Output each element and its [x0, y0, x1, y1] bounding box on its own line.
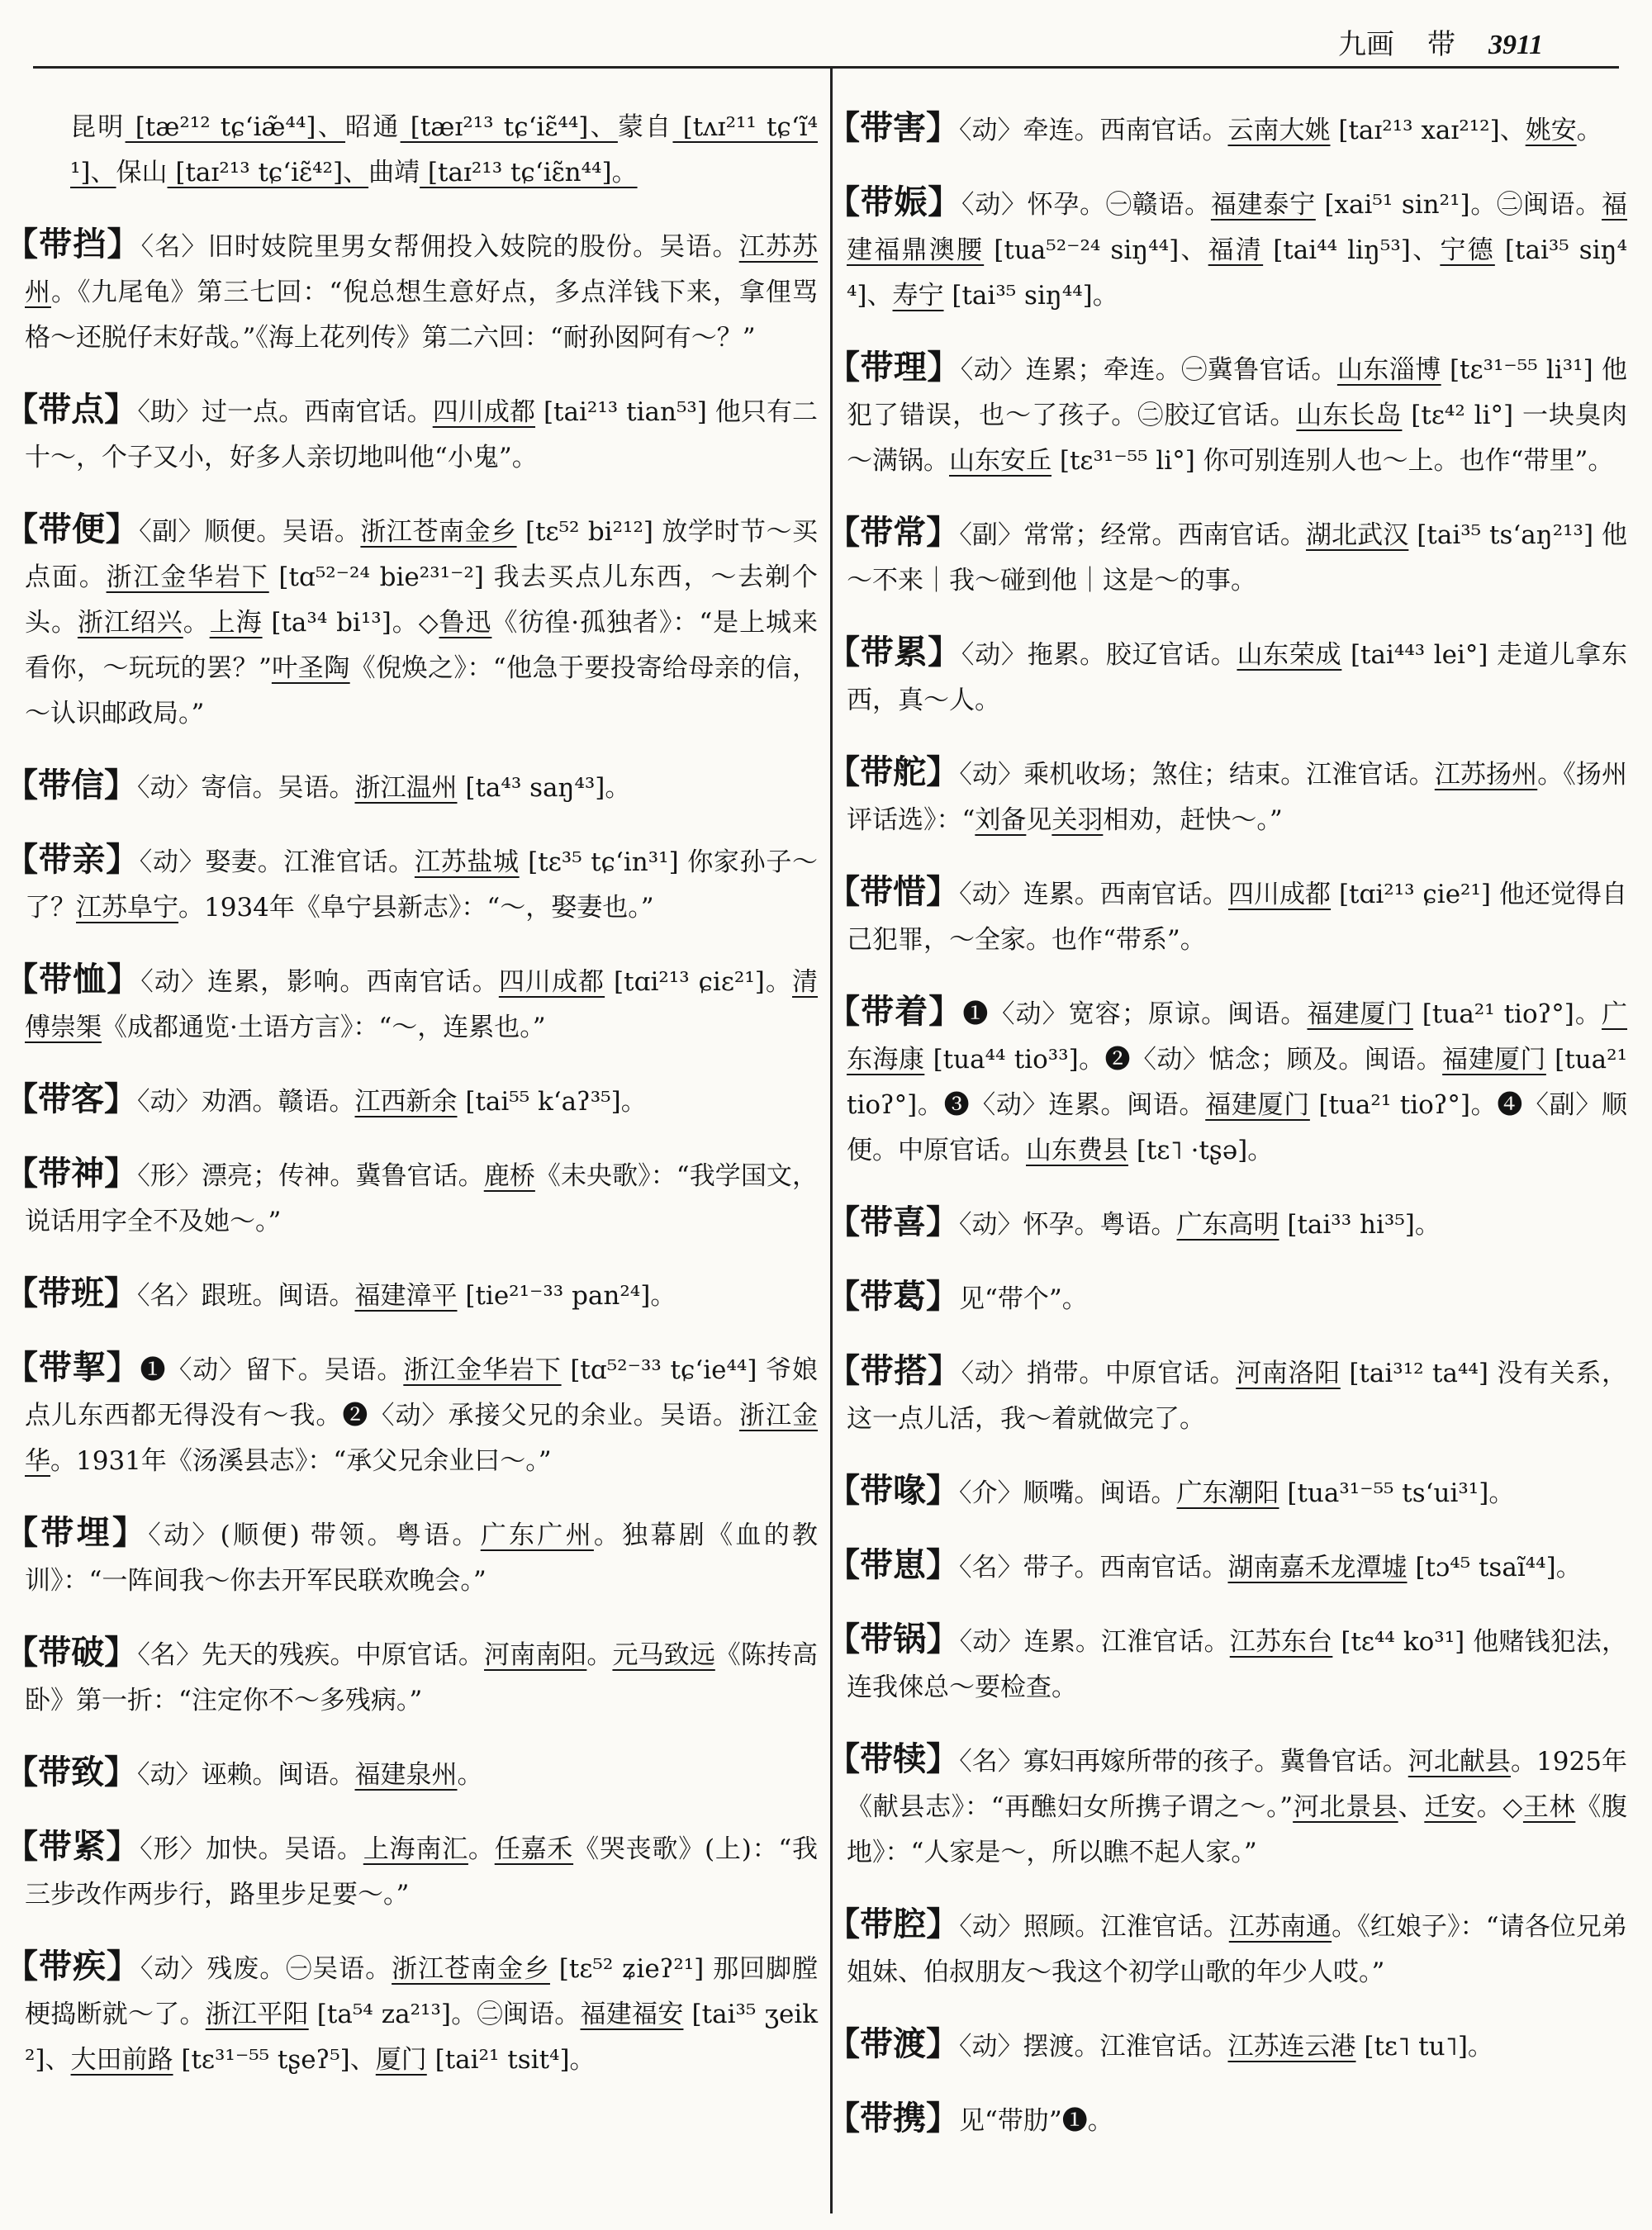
headword: 【带渡】 [827, 2024, 959, 2063]
dictionary-entry [5, 1076, 818, 1125]
entry-text: [tɛ⁵² bi²¹²] 放学时节～买点面。 [25, 517, 819, 592]
entry-text: 〈动〉连累。江淮官话。 [959, 1627, 1230, 1657]
place-name: [taɪ²¹³ tɕʻiɛ̃n⁴⁴]。 [420, 158, 638, 187]
header-rule [33, 66, 1619, 69]
place-name: 福清 [1208, 235, 1264, 265]
entry-text: [tɛ˥ ·tʂə]。 [1128, 1136, 1274, 1165]
place-name: 江苏盐城 [414, 847, 520, 877]
headword: 【带疾】 [5, 1947, 140, 1986]
place-name: 浙江金华岩下 [403, 1355, 562, 1385]
headword: 【带班】 [5, 1274, 137, 1312]
headword: 【带害】 [827, 108, 959, 147]
entry-text: [xai⁵¹ sin²¹]。㊁闽语。 [1315, 190, 1602, 220]
place-name: 福建厦门 [1307, 999, 1413, 1029]
entry-text: [tai⁴⁴ liŋ⁵³]、 [1263, 235, 1441, 265]
entry-text: 〈副〉顺便。吴语。 [139, 517, 361, 547]
dictionary-entry [5, 837, 819, 931]
headword: 【带崽】 [827, 1545, 959, 1584]
place-name: 山东淄博 [1336, 355, 1441, 385]
dictionary-entry [827, 179, 1628, 319]
headword: 【带挡】 [5, 225, 141, 263]
headword: 【带携】 [827, 2099, 959, 2137]
entry-text: 。 [183, 608, 210, 638]
entry-text: 《陈抟高卧》第一折：“注定你不～多残病。” [25, 1640, 819, 1715]
entry-text: 《哭丧歌》(上)：“我三步改作两步行，路里步足要～。” [25, 1834, 819, 1910]
dictionary-entry [827, 1274, 1627, 1322]
entry-text: 〈形〉漂亮；传神。冀鲁官话。 [137, 1161, 484, 1191]
dictionary-entry [5, 1749, 818, 1798]
entry-text: 《成都通览·土语方言》：“～，连累也。” [102, 1013, 546, 1042]
place-name: 福建漳平 [354, 1281, 458, 1311]
entry-text: [tua⁵²⁻²⁴ siŋ⁴⁴]、 [984, 235, 1208, 265]
place-name: 宁德 [1440, 235, 1495, 265]
place-name: 关羽 [1051, 805, 1104, 835]
headword: 【带点】 [5, 390, 138, 429]
headword: 【带累】 [827, 633, 961, 671]
place-name: 浙江温州 [354, 773, 458, 803]
entry-text: 。《九尾龟》第三七回：“倪总想生意好点，多点洋钱下来，拿俚骂格～还脱仔末好哉。”《海上花列传》第二六回：“耐孙囡阿有～？” [25, 278, 818, 353]
entry-text: 。《红娘子》：“请各位兄弟姐妹、伯叔朋友～我这个初学山歌的年少人哎。” [847, 1912, 1627, 1987]
place-name: 厦门 [375, 2045, 427, 2075]
entry-text: [taɪ²¹³ xaɪ²¹²]、 [1330, 116, 1526, 145]
place-name: 清傅崇榘 [25, 967, 819, 1042]
entry-text: 。1925年《献县志》：“再醮妇女所携子谓之～。” [847, 1747, 1628, 1822]
place-name: 浙江平阳 [205, 2000, 309, 2029]
entry-text: [ta³⁴ bi¹³]。◇ [262, 608, 439, 638]
place-name: 江西新余 [354, 1087, 458, 1117]
headword: 【带常】 [827, 513, 960, 552]
entry-text: [tai³¹² ta⁴⁴] 没有关系，这一点儿活，我～着就做完了。 [847, 1359, 1628, 1434]
entry-text: 《腹地》：“人家是～，所以瞧不起人家。” [847, 1792, 1628, 1867]
entry-text: 〈动〉拖累。胶辽官话。 [961, 640, 1237, 670]
dictionary-entry [5, 1943, 819, 2083]
entry-text: 〈名〉旧时妓院里男女帮佣投入妓院的股份。吴语。 [140, 232, 739, 262]
place-name: 王林 [1522, 1792, 1576, 1822]
entry-text: 〈助〉过一点。西南官话。 [137, 397, 433, 427]
headword: 【带娠】 [827, 183, 961, 221]
place-name: 鹿桥 [483, 1161, 535, 1191]
dictionary-entry [827, 105, 1627, 154]
place-name: 江苏连云港 [1227, 2032, 1356, 2062]
headword: 【带搭】 [827, 1351, 961, 1390]
entry-text: [tɛ³¹⁻⁵⁵ li°] 你可别连别人也～上。也作“带里”。 [1051, 446, 1614, 476]
entry-text: [tua²¹ tioʔ°]。 [1412, 999, 1602, 1029]
entry-text: 〈动〉(顺便) 带领。粤语。 [148, 1521, 481, 1550]
entry-text: ❶〈动〉留下。吴语。 [140, 1355, 404, 1385]
entry-text: [tɑ⁵²⁻²⁴ bie²³¹⁻²] 我去买点儿东西，～去剃个头。 [25, 562, 819, 638]
dictionary-entry [5, 1510, 819, 1604]
place-name: 山东长岛 [1296, 401, 1403, 430]
page-number: 3911 [1488, 30, 1544, 60]
headword: 【带埋】 [5, 1513, 149, 1552]
place-name: 山东荣成 [1237, 640, 1342, 670]
entry-text: [tɛ³⁵ tɕʻin³¹] 你家孙子～了？ [25, 847, 819, 923]
entry-text: 〈动〉照顾。江淮官话。 [959, 1912, 1229, 1942]
entry-text: 〈动〉捎带。中原官话。 [961, 1359, 1237, 1388]
place-name: 元马致远 [612, 1640, 715, 1670]
headword: 【带犊】 [827, 1739, 960, 1778]
entry-text: 相劝，赶快～。” [1103, 805, 1283, 835]
place-name: 福建泰宁 [1210, 190, 1316, 220]
entry-text: 。1934年《阜宁县新志》：“～，娶妻也。” [178, 893, 654, 923]
place-name: 江苏苏州 [25, 232, 819, 307]
entry-text: 见“带肋”❶。 [959, 2106, 1113, 2136]
place-name: 江苏扬州 [1434, 760, 1538, 790]
entry-text: 〈动〉怀孕。㊀赣语。 [961, 190, 1211, 220]
entry-text: 。◇ [1476, 1792, 1523, 1822]
dictionary-entry [827, 1736, 1628, 1876]
place-name: [tæɪ²¹³ tɕʻiɛ̃⁴⁴]、 [400, 112, 618, 142]
entry-text: [tɔ⁴⁵ tsaĩ⁴⁴]。 [1407, 1553, 1582, 1582]
dictionary-entry [5, 1630, 819, 1724]
entry-text: [tai³³ hi³⁵]。 [1279, 1210, 1441, 1240]
place-name: 福建泉州 [354, 1760, 458, 1790]
headword: 【带腔】 [827, 1905, 960, 1943]
place-name: 江苏阜宁 [76, 893, 178, 923]
dictionary-entry [827, 989, 1628, 1174]
headword: 【带神】 [5, 1154, 138, 1193]
place-name: 河南南阳 [484, 1640, 587, 1670]
entry-text: 昭通 [345, 112, 401, 142]
dictionary-entry [827, 1901, 1627, 1995]
dictionary-entry [5, 221, 819, 361]
headword: 【带惜】 [827, 872, 960, 911]
headword: 【带紧】 [5, 1827, 140, 1866]
left-column [5, 79, 819, 2218]
entry-text: 蒙自 [617, 112, 673, 142]
entry-text: 。 [457, 1760, 483, 1790]
place-name: 姚安 [1525, 116, 1577, 145]
dictionary-entry [5, 956, 819, 1051]
place-name: 江苏南通 [1228, 1912, 1332, 1942]
place-name: 广东高明 [1176, 1210, 1279, 1240]
entry-text: [tua³¹⁻⁵⁵ tsʻui³¹]。 [1279, 1478, 1515, 1508]
entry-text: 〈动〉连累。西南官话。 [959, 880, 1228, 909]
entry-text: 〈动〉连累，影响。西南官话。 [140, 967, 499, 997]
place-name: 上海 [209, 608, 263, 638]
place-name: 任嘉禾 [494, 1834, 574, 1864]
entry-text: [tai³⁵ tsʻaŋ²¹³] 他～不来｜我～碰到他｜这是～的事。 [847, 520, 1628, 595]
entry-text: [tai³⁵ ʒeik²]、 [25, 2000, 818, 2075]
place-name: 福建厦门 [1442, 1045, 1546, 1075]
entry-text: [tɛ˥ tu˥]。 [1355, 2032, 1493, 2062]
place-name: 浙江苍南金乡 [360, 517, 517, 547]
entry-text: 《彷徨·孤独者》：“是上城来看你，～玩玩的罢？” [25, 608, 818, 683]
entry-text: 〈动〉寄信。吴语。 [137, 773, 355, 803]
running-header [1338, 21, 1543, 63]
entry-text: 〈名〉寡妇再嫁所带的孩子。冀鲁官话。 [959, 1747, 1408, 1777]
place-name: 湖北武汉 [1306, 520, 1409, 550]
headword: 【带舵】 [827, 752, 960, 791]
place-name: 叶圣陶 [271, 653, 350, 683]
entry-text: 〈名〉先天的残疾。中原官话。 [137, 1640, 485, 1670]
dictionary-entry [827, 869, 1628, 963]
headword: 【带客】 [5, 1079, 137, 1118]
entry-continuation [25, 105, 818, 196]
place-name: [taɪ²¹³ tɕʻiɛ̃⁴²]、 [167, 158, 369, 187]
header-section: 九画 [1338, 28, 1394, 61]
column-divider [830, 68, 833, 2213]
entry-text: [tɛ³¹⁻⁵⁵ li³¹] 他犯了错误，也～了孩子。㊁胶辽官话。 [847, 355, 1628, 430]
dictionary-entry [827, 344, 1628, 484]
place-name: 四川成都 [432, 397, 536, 427]
headword: 【带喜】 [827, 1203, 959, 1241]
entry-text: [tɑ⁵²⁻³³ tɕʻie⁴⁴] 爷娘点儿东西都无得没有～我。❷〈动〉承接父兄的余业。吴语。 [25, 1355, 819, 1431]
place-name: 山东安丘 [949, 446, 1051, 476]
headword: 【带便】 [5, 510, 140, 548]
entry-text: [tua²¹ tioʔ°]。❸〈动〉连累。闽语。 [847, 1045, 1627, 1120]
dictionary-entry [827, 1468, 1627, 1516]
place-name: 福建厦门 [1205, 1090, 1310, 1120]
entry-text: ❶〈动〉宽容；原谅。闽语。 [962, 999, 1308, 1029]
place-name: 广东潮阳 [1176, 1478, 1279, 1508]
place-name: 浙江金华岩下 [106, 562, 269, 592]
place-name: 浙江绍兴 [77, 608, 183, 638]
dictionary-entry [5, 506, 819, 737]
dictionary-entry [5, 762, 818, 811]
entry-text: 〈形〉加快。吴语。 [140, 1834, 363, 1864]
entry-text: 。独幕剧《血的教训》：“一阵间我～你去开军民联欢晚会。” [25, 1521, 819, 1596]
headword: 【带葛】 [827, 1277, 959, 1316]
dictionary-entry [827, 749, 1628, 843]
entry-text: 。 [586, 1640, 613, 1670]
place-name: 广东海康 [847, 999, 1628, 1075]
place-name: 鲁迅 [439, 608, 492, 638]
entry-text: [tɑi²¹³ ɕie²¹] 他还觉得自己犯罪，～全家。也作“带系”。 [847, 880, 1628, 955]
place-name: 大田前路 [70, 2045, 173, 2075]
entry-text: 〈动〉诬赖。闽语。 [137, 1760, 355, 1790]
place-name: 浙江金华 [25, 1401, 819, 1476]
dictionary-entry [827, 1199, 1627, 1248]
entry-text: 。 [1576, 116, 1602, 145]
entry-text: [tai²¹³ tian⁵³] 他只有二十～，个子又小，好多人亲切地叫他“小鬼”。 [25, 397, 819, 472]
dictionary-entry [827, 1348, 1628, 1442]
entry-text: 、 [1398, 1792, 1425, 1822]
entry-text: 《未央歌》：“我学国文，说话用字全不及她～。” [25, 1161, 818, 1236]
entry-text: 见“带个”。 [959, 1284, 1088, 1314]
place-name: 云南大姚 [1227, 116, 1331, 145]
place-name: 广东广州 [480, 1521, 594, 1550]
entry-text: 。1931年《汤溪县志》：“承父兄余业曰～。” [50, 1446, 552, 1476]
entry-text: [tɛ⁴² li°] 一块臭肉～满锅。 [847, 401, 1628, 476]
dictionary-entry [827, 1616, 1628, 1710]
place-name: 上海南汇 [363, 1834, 468, 1864]
entry-text: 〈介〉顺嘴。闽语。 [959, 1478, 1177, 1508]
header-char: 带 [1427, 28, 1455, 61]
entry-text: 。《扬州评话选》：“ [847, 760, 1628, 835]
entry-text: [ta⁵⁴ za²¹³]。㊁闽语。 [308, 2000, 581, 2029]
dictionary-entry [827, 629, 1628, 724]
entry-text: 〈名〉跟班。闽语。 [137, 1281, 355, 1311]
entry-text: [tie²¹⁻³³ pan²⁴]。 [457, 1281, 676, 1311]
place-name: 寿宁 [892, 281, 944, 311]
entry-text: 〈动〉乘机收场；煞住；结束。江淮官话。 [959, 760, 1435, 790]
place-name: 福建福鼎澳腰 [847, 190, 1628, 265]
entry-text: 〈动〉劝酒。赣语。 [137, 1087, 355, 1117]
headword: 【带破】 [5, 1633, 138, 1672]
entry-text: [tai⁴⁴³ lei°] 走道儿拿东西，真～人。 [847, 640, 1628, 715]
dictionary-entry [5, 1151, 818, 1245]
place-name: 刘备 [975, 805, 1027, 835]
headword: 【带致】 [5, 1753, 137, 1791]
place-name: 四川成都 [498, 967, 605, 997]
headword: 【带着】 [827, 992, 963, 1031]
headword: 【带恤】 [5, 960, 141, 999]
place-name: 浙江苍南金乡 [392, 1954, 550, 1984]
headword: 【带挈】 [5, 1348, 140, 1387]
headword: 【带锅】 [827, 1620, 960, 1658]
entry-text: [tai²¹ tsit⁴]。 [426, 2045, 596, 2075]
entry-text: 〈动〉摆渡。江淮官话。 [959, 2032, 1228, 2062]
entry-text: 。 [468, 1834, 495, 1864]
dictionary-entry [827, 510, 1628, 604]
headword: 【带喙】 [827, 1471, 959, 1510]
entry-text: 保山 [116, 158, 168, 187]
entry-text: [tɛ⁴⁴ ko³¹] 他赌钱犯法，连我倈总～要检查。 [847, 1627, 1628, 1702]
headword: 【带理】 [827, 348, 961, 387]
place-name: [tæ²¹² tɕʻiæ̃⁴⁴]、 [125, 112, 346, 142]
entry-text: 见 [1026, 805, 1052, 835]
entry-text: [tua⁴⁴ tio³³]。❷〈动〉惦念；顾及。闽语。 [924, 1045, 1443, 1075]
entry-text: 〈动〉残废。㊀吴语。 [140, 1954, 392, 1984]
entry-text: [tɑi²¹³ ɕiɛ²¹]。 [605, 967, 793, 997]
place-name: 湖南嘉禾龙潭墟 [1227, 1553, 1408, 1582]
entry-text: 曲靖 [368, 158, 420, 187]
headword: 【带亲】 [5, 840, 140, 879]
dictionary-entry [5, 387, 819, 481]
entry-text: 〈动〉连累；牵连。㊀冀鲁官话。 [960, 355, 1337, 385]
place-name: 四川成都 [1227, 880, 1332, 909]
entry-text: 〈动〉娶妻。江淮官话。 [139, 847, 415, 877]
entry-text: [tɛ⁵² ʑieʔ²¹] 那回脚膛梗捣断就～了。 [25, 1954, 819, 2029]
entry-text: 昆明 [70, 112, 126, 142]
dictionary-entry [5, 1270, 818, 1319]
dictionary-entry [827, 2021, 1627, 2070]
entry-text: [ta⁴³ saŋ⁴³]。 [457, 773, 631, 803]
dictionary-entry [5, 1345, 819, 1484]
place-name: 福建福安 [580, 2000, 684, 2029]
dictionary-entry [827, 1542, 1627, 1591]
place-name: 河北献县 [1408, 1747, 1511, 1777]
entry-text: [tai⁵⁵ kʻaʔ³⁵]。 [457, 1087, 647, 1117]
entry-text: 〈副〉常常；经常。西南官话。 [959, 520, 1307, 550]
place-name: 迁安 [1424, 1792, 1477, 1822]
dictionary-entry [5, 1824, 819, 1918]
right-column [827, 79, 1628, 2218]
entry-text: 《倪焕之》：“他急于要投寄给母亲的信，～认识邮政局。” [25, 653, 818, 728]
entry-text: 〈名〉带子。西南官话。 [959, 1553, 1228, 1582]
entry-text: 〈动〉牵连。西南官话。 [959, 116, 1228, 145]
dictionary-entry [827, 2095, 1627, 2144]
entry-text: 〈动〉怀孕。粤语。 [959, 1210, 1177, 1240]
place-name: 河南洛阳 [1236, 1359, 1341, 1388]
place-name: 江苏东台 [1229, 1627, 1333, 1657]
entry-text: [tɛ³¹⁻⁵⁵ tʂeʔ⁵]、 [173, 2045, 376, 2075]
entry-text: [tua²¹ tioʔ°]。❹〈副〉顺便。中原官话。 [847, 1090, 1627, 1165]
place-name: 河北景县 [1293, 1792, 1398, 1822]
entry-text: [tai³⁵ siŋ⁴⁴]。 [943, 281, 1118, 311]
entry-text: [tai³⁵ siŋ⁴⁴]、 [847, 235, 1628, 311]
place-name: 山东费县 [1026, 1136, 1128, 1165]
place-name: [tʌɪ²¹¹ tɕʻĩ⁴¹]、 [70, 112, 819, 187]
headword: 【带信】 [5, 766, 137, 804]
